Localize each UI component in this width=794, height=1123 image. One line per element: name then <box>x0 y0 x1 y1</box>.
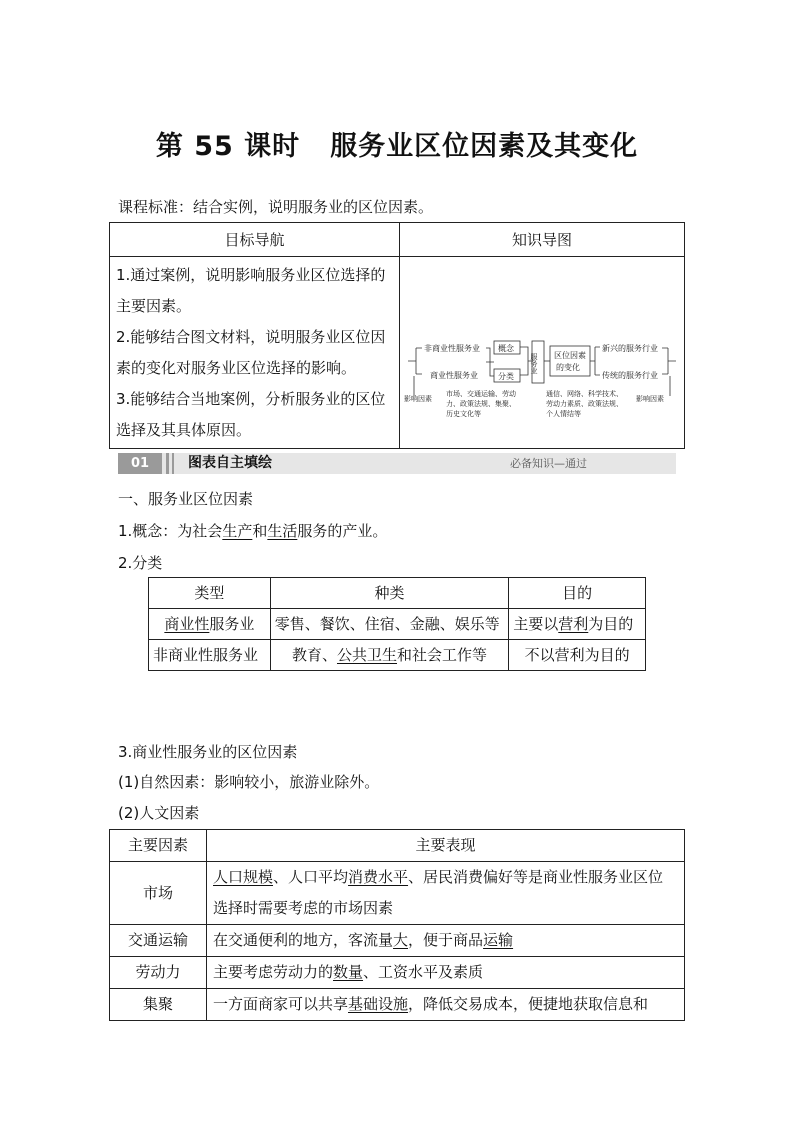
text: 服务业 <box>209 615 255 633</box>
text: 服务的产业。 <box>297 522 388 540</box>
blank-answer: 数量 <box>333 963 364 981</box>
map-factor-right: 劳动力素质、政策法规、 <box>546 399 623 408</box>
text: 主要考虑劳动力的 <box>213 963 334 981</box>
table-row <box>110 989 685 1021</box>
blank-answer: 生产 <box>222 522 253 540</box>
type-cell <box>149 609 271 640</box>
factor-name: 市场 <box>110 862 207 925</box>
map-factor-left: 历史文化等 <box>446 409 481 418</box>
map-change-line2: 的变化 <box>556 362 580 372</box>
banner-divider <box>166 453 169 474</box>
text: 一方面商家可以共享 <box>213 995 349 1013</box>
factor-name: 交通运输 <box>110 925 207 957</box>
map-factor-left: 市场、交通运输、劳动 <box>446 389 516 398</box>
map-influence-left: 影响因素 <box>404 394 432 403</box>
col-header: 类型 <box>149 578 271 609</box>
classify-heading: 2.分类 <box>118 554 163 572</box>
factor-name: 集聚 <box>110 989 207 1021</box>
factor-desc <box>207 957 685 989</box>
text: 、人口平均 <box>273 868 349 886</box>
subsection-heading: 3.商业性服务业的区位因素 <box>118 743 298 761</box>
purpose-cell <box>509 609 646 640</box>
text: 、居民消费偏好等是商业性服务业区位选择时需要考虑的市场因素 <box>213 868 664 917</box>
factor-desc <box>207 989 685 1021</box>
text: 1.概念：为社会 <box>118 522 223 540</box>
text: 和 <box>252 522 268 540</box>
map-header: 知识导图 <box>400 223 685 257</box>
course-standard: 课程标准：结合实例，说明服务业的区位因素。 <box>118 198 434 216</box>
text: ，便于商品 <box>408 931 484 949</box>
table-row <box>110 862 685 925</box>
text: 和社会工作等 <box>397 646 488 664</box>
map-factor-right: 个人情结等 <box>546 409 581 418</box>
factor-name: 劳动力 <box>110 957 207 989</box>
knowledge-map-diagram <box>400 258 684 444</box>
text: 在交通便利的地方，客流量 <box>213 931 394 949</box>
text: 教育、 <box>291 646 337 664</box>
goal-item: 2.能够结合图文材料，说明服务业区位因素的变化对服务业区位选择的影响。 <box>116 328 386 377</box>
goal-item: 1.通过案例，说明影响服务业区位选择的主要因素。 <box>116 266 386 315</box>
blank-answer: 大 <box>393 931 409 949</box>
lesson-number: 第 55 课时 <box>155 131 301 162</box>
map-commercial: 商业性服务业 <box>430 370 478 380</box>
section-banner <box>118 453 676 474</box>
blank-answer: 生活 <box>267 522 298 540</box>
table-row <box>149 609 646 640</box>
col-header: 目的 <box>509 578 646 609</box>
page-title <box>0 124 794 163</box>
type-cell: 非商业性服务业 <box>149 640 271 671</box>
goal-table <box>109 222 685 449</box>
kinds-cell <box>270 640 509 671</box>
concept-line <box>118 521 387 541</box>
map-factor-left: 力、政策法规、集聚、 <box>446 399 516 408</box>
col-header: 主要因素 <box>110 830 207 862</box>
blank-answer: 消费水平 <box>348 868 409 886</box>
map-new-service: 新兴的服务行业 <box>602 343 658 353</box>
table-row <box>110 925 685 957</box>
banner-number: 01 <box>118 453 162 474</box>
classify-table <box>148 577 646 671</box>
blank-answer: 商业性 <box>164 615 210 633</box>
table-row <box>110 957 685 989</box>
blank-answer: 人口规模 <box>213 868 274 886</box>
factor-table <box>109 829 685 1021</box>
table-row <box>149 640 646 671</box>
map-category-box: 分类 <box>498 371 514 381</box>
lesson-title: 服务业区位因素及其变化 <box>330 131 639 162</box>
goal-list <box>110 257 400 449</box>
col-header: 种类 <box>270 578 509 609</box>
text: 主要以 <box>513 615 559 633</box>
banner-caption: 必备知识—通过 <box>510 457 587 470</box>
purpose-cell: 不以营利为目的 <box>509 640 646 671</box>
factor-desc <box>207 862 685 925</box>
kinds-cell: 零售、餐饮、住宿、金融、娱乐等 <box>270 609 509 640</box>
text: 为目的 <box>588 615 634 633</box>
blank-answer: 公共卫生 <box>336 646 397 664</box>
natural-factor: (1)自然因素：影响较小，旅游业除外。 <box>118 773 380 791</box>
map-change-line1: 区位因素 <box>554 350 586 360</box>
blank-answer: 基础设施 <box>348 995 409 1013</box>
map-traditional-service: 传统的服务行业 <box>602 370 658 380</box>
goal-item: 3.能够结合当地案例，分析服务业的区位选择及其具体原因。 <box>116 390 386 439</box>
map-influence-right: 影响因素 <box>636 394 664 403</box>
text: ，降低交易成本，便捷地获取信息和 <box>408 995 649 1013</box>
goal-header: 目标导航 <box>110 223 400 257</box>
text: 、工资水平及素质 <box>363 963 484 981</box>
banner-divider <box>172 453 174 474</box>
knowledge-map-cell <box>400 257 685 449</box>
map-concept-box: 概念 <box>498 343 514 353</box>
blank-answer: 运输 <box>483 931 514 949</box>
factor-desc <box>207 925 685 957</box>
blank-answer: 营利 <box>558 615 589 633</box>
map-noncommercial: 非商业性服务业 <box>424 343 480 353</box>
section-heading: 一、服务业区位因素 <box>118 490 254 508</box>
banner-label: 图表自主填绘 <box>188 455 272 471</box>
map-factor-right: 通信、网络、科学技术、 <box>546 389 623 398</box>
col-header: 主要表现 <box>207 830 685 862</box>
human-factor-heading: (2)人文因素 <box>118 804 200 822</box>
map-service-box: 服务业 <box>530 352 538 374</box>
